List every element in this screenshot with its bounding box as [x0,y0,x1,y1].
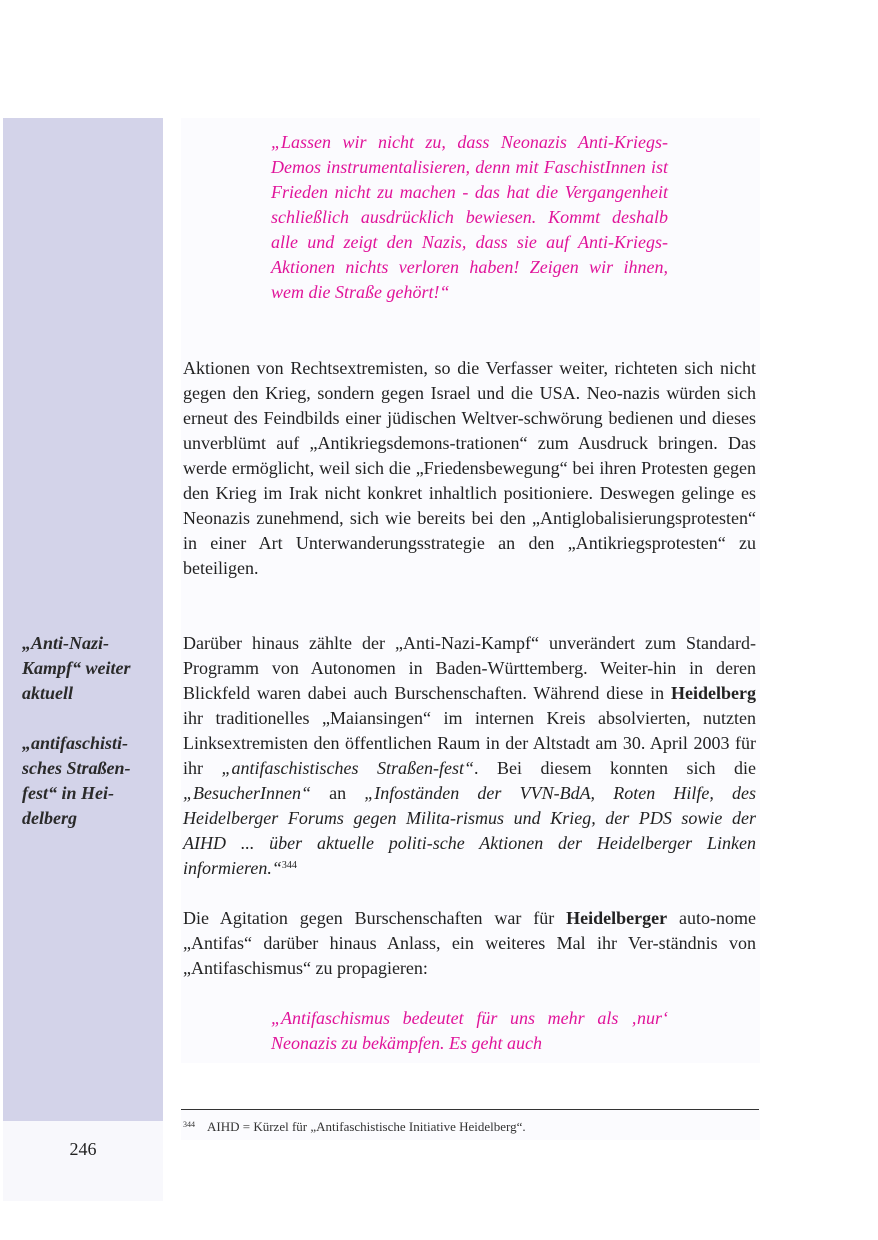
margin-note-strassenfest: „antifaschisti-sches Straßen-fest“ in Hei-delberg [22,733,131,828]
paragraph-3-text-1: Die Agitation gegen Burschenschaften war für [183,908,567,928]
paragraph-2 [183,631,756,881]
paragraph-3 [183,906,756,981]
paragraph-1: Aktionen von Rechtsextremisten, so die Verfasser weiter, richteten sich nicht gegen den Krieg, sondern gegen Israel und die USA. Neo-nazis würden sich erneut des Feindbilds einer jüdischen Weltver-schwörung bedienen und dieses unverblümt auf „Antikriegsdemons-trationen“ zum Ausdruck bringen. Das werde ermöglicht, weil sich die „Friedensbewegung“ bei ihren Protesten gegen den Krieg im Irak nicht konkret inhaltlich positioniere. Deswegen gelinge es Neonazis zunehmend, sich wie bereits bei den „Antiglobalisierungsprotesten“ in einer Art Unterwanderungsstrategie an den „Antikriegsprotesten“ zu beteiligen. [183,358,756,578]
block-quote-2: „Antifaschismus bedeutet für uns mehr als ‚nur‘ Neonazis zu bekämpfen. Es geht auch [271,1008,668,1053]
paragraph-2-text-4: an [310,783,365,803]
paragraph-3-text-2: auto-nome „Antifas“ darüber hinaus Anlass, ein weiteres Mal ihr Ver-ständnis von „Antifaschismus“ zu propagieren: [183,908,756,978]
paragraph-2-text-3: . Bei diesem konnten sich die [474,758,756,778]
paragraph-2-italic-besucher: „BesucherInnen“ [183,783,311,803]
footnote-number: 344 [183,1120,195,1129]
paragraph-2-italic-quote: „Infoständen der VVN-BdA, Roten Hilfe, des Heidelberger Forums gegen Milita-rismus und Krieg, der PDS sowie der AIHD ... über aktuelle politi-sche Aktionen der Heidelberger Linken informieren.“ [183,783,756,878]
footnote-text: AIHD = Kürzel für „Antifaschistische Initiative Heidelberg“. [207,1119,526,1134]
page-number: 246 [69,1139,97,1159]
paragraph-2-text-1: Darüber hinaus zählte der „Anti-Nazi-Kampf“ unverändert zum Standard-Programm von Autonomen in Baden-Württemberg. Weiter-hin in deren Blickfeld waren dabei auch Burschenschaften. Während diese in [183,633,756,703]
paragraph-2-bold-heidelberg: Heidelberg [671,683,756,703]
margin-note-anti-nazi: „Anti-Nazi-Kampf“ weiter aktuell [22,633,131,703]
sidebar-footer [3,1121,163,1201]
footnote [183,1116,753,1136]
sidebar-band [3,118,163,1121]
footnote-divider [181,1109,759,1110]
paragraph-2-text-2: ihr traditionelles „Maiansingen“ im internen Kreis absolvierten, nutzten Linksextremisten den öffentlichen Raum in der Altstadt am 30. April 2003 für ihr [183,708,756,778]
margin-notes [22,631,156,856]
paragraph-2-italic-strassenfest: „antifaschistisches Straßen-fest“ [221,758,475,778]
paragraph-3-bold-heidelberger: Heidelberger [566,908,668,928]
block-quote-1: „Lassen wir nicht zu, dass Neonazis Anti-Kriegs-Demos instrumentalisieren, denn mit FaschistInnen ist Frieden nicht zu machen - das hat die Vergangenheit schließlich ausdrücklich bewiesen. Kommt deshalb alle und zeigt den Nazis, dass sie auf Anti-Kriegs-Aktionen nichts verloren haben! Zeigen wir ihnen, wem die Straße gehört!“ [271,132,668,302]
footnote-reference[interactable]: 344 [281,860,297,871]
